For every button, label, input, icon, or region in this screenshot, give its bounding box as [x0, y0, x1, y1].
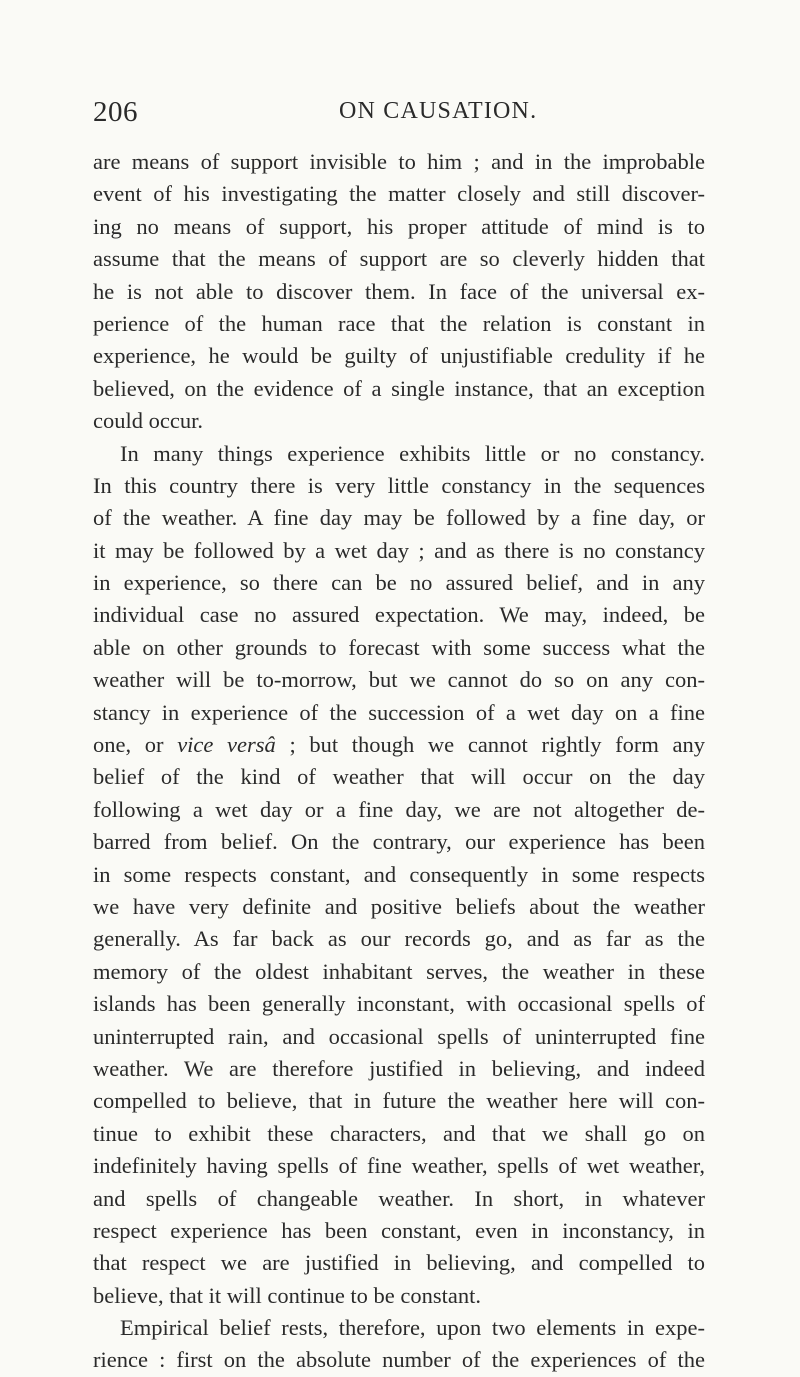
text-line: it may be followed by a wet day ; and as there is no constancy [93, 537, 705, 563]
text-line: tinue to exhibit these characters, and that we shall go on [93, 1120, 705, 1146]
text-line: that respect we are justified in believing, and compelled to [93, 1250, 705, 1276]
text-line: uninterrupted rain, and occasional spells of uninterrupted fine [93, 1023, 705, 1049]
text-line: perience of the human race that the relation is constant in [93, 310, 705, 336]
text-line: event of his investigating the matter closely and still discover- [93, 181, 705, 207]
text-line: indefinitely having spells of fine weather, spells of wet weather, [93, 1153, 705, 1179]
text-line: weather. We are therefore justified in believing, and indeed [93, 1055, 705, 1081]
text-line: belief of the kind of weather that will occur on the day [93, 764, 705, 790]
text-line: he is not able to discover them. In face of the universal ex- [93, 278, 705, 304]
text-line: we have very definite and positive beliefs about the weather [93, 893, 705, 919]
text-line: individual case no assured expectation. We may, indeed, be [93, 602, 705, 628]
text-line: ing no means of support, his proper attitude of mind is to [93, 213, 705, 239]
italic-phrase: vice versâ [177, 732, 276, 758]
text-line: In this country there is very little constancy in the sequences [93, 472, 705, 498]
page-header [93, 96, 705, 132]
text-line: weather will be to-morrow, but we cannot do so on any con- [93, 667, 705, 693]
line-segment: one, or [93, 732, 178, 758]
text-line: barred from belief. On the contrary, our experience has been [93, 829, 705, 855]
text-line: assume that the means of support are so cleverly hidden that [93, 246, 705, 272]
body-text [93, 146, 705, 1377]
text-line: rience : first on the absolute number of the experiences of the [93, 1347, 705, 1373]
text-line-with-italic [93, 729, 705, 761]
text-line: are means of support invisible to him ; and in the improbable [93, 149, 705, 174]
text-line: respect experience has been constant, even in inconstancy, in [93, 1217, 705, 1243]
line-segment: ; but though we cannot rightly form any [275, 732, 706, 758]
text-line: able on other grounds to forecast with some success what the [93, 634, 705, 660]
text-line: in some respects constant, and consequently in some respects [93, 861, 705, 887]
paragraph-end-line: believe, that it will continue to be constant. [93, 1282, 482, 1308]
text-line: believed, on the evidence of a single instance, that an exception [93, 375, 705, 401]
running-head: ON CAUSATION. [339, 98, 538, 124]
text-line: in experience, so there can be no assured belief, and in any [93, 570, 705, 596]
text-line: memory of the oldest inhabitant serves, the weather in these [93, 958, 705, 984]
text-line: and spells of changeable weather. In short, in whatever [93, 1185, 705, 1211]
text-line: experience, he would be guilty of unjustifiable credulity if he [93, 343, 705, 369]
paragraph-end-line: could occur. [93, 408, 203, 434]
text-line: islands has been generally inconstant, with occasional spells of [93, 991, 705, 1017]
text-line: of the weather. A fine day may be followed by a fine day, or [93, 505, 705, 531]
paragraph-start-line: In many things experience exhibits little or no constancy. [120, 440, 705, 466]
page-number: 206 [93, 96, 138, 128]
text-line: following a wet day or a fine day, we are not altogether de- [93, 796, 705, 822]
text-line: generally. As far back as our records go, and as far as the [93, 926, 705, 952]
paragraph-start-line: Empirical belief rests, therefore, upon two elements in expe- [120, 1315, 705, 1341]
text-line: compelled to believe, that in future the weather here will con- [93, 1088, 705, 1114]
text-line: stancy in experience of the succession of a wet day on a fine [93, 699, 705, 725]
